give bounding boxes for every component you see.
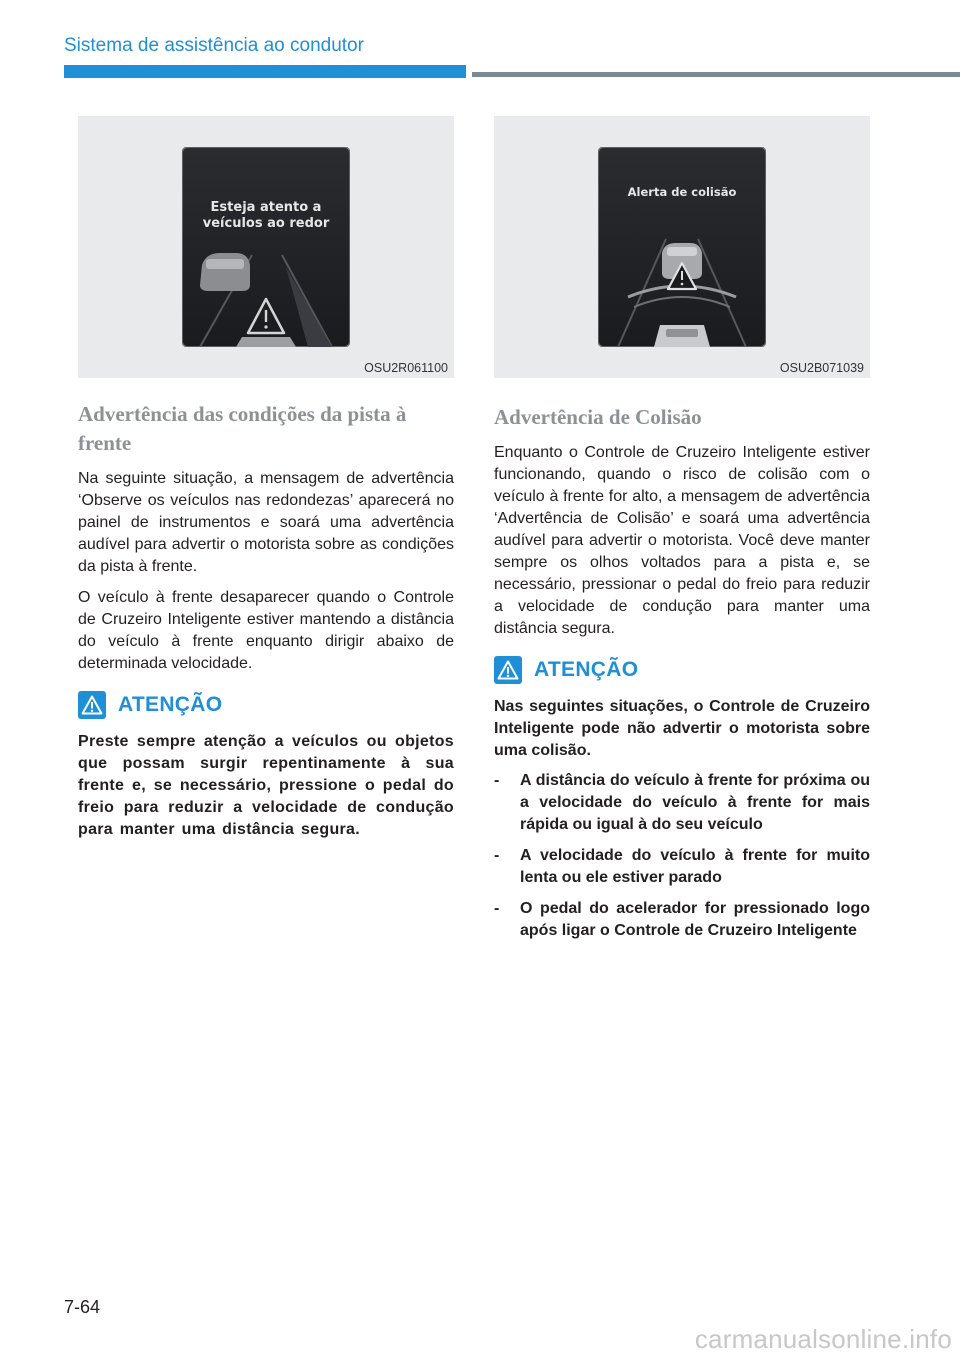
list-item-text: O pedal do acelerador for pressionado logo após ligar o Controle de Cruzeiro Inteligente xyxy=(520,900,870,939)
warning-triangle-icon xyxy=(494,656,522,684)
header-rule xyxy=(472,72,960,77)
left-column xyxy=(78,400,454,849)
list-item-text: A velocidade do veículo à frente for muito lenta ou ele estiver parado xyxy=(520,847,870,886)
warning-intro: Nas seguintes situações, o Controle de Cruzeiro Inteligente pode não advertir o motorista sobre uma colisão. xyxy=(494,698,870,759)
watermark: carmanualsonline.info xyxy=(694,1324,952,1354)
cluster-screen-illustration xyxy=(598,147,766,347)
figure-collision-alert xyxy=(494,116,870,378)
warning-text: Preste sempre atenção a veículos ou objetos que possam surgir repentinamente à sua frente e, se necessário, pressione o pedal do freio para reduzir a velocidade de condução para manter uma distância segura. xyxy=(78,733,454,838)
figure-code: OSU2B071039 xyxy=(779,361,864,375)
screen-message-line1: Esteja atento a xyxy=(210,200,322,215)
list-item xyxy=(494,770,870,836)
warning-triangle-icon xyxy=(78,691,106,719)
figure-code: OSU2R061100 xyxy=(364,361,448,375)
paragraph: Enquanto o Controle de Cruzeiro Inteligente estiver funcionando, quando o risco de colisão com o veículo à frente for alto, a mensagem de advertência ‘Advertência de Colisão’ e soará uma advertência audível para advertir o motorista. Você deve manter sempre os olhos voltados para a pista e, se necessário, pressionar o pedal do freio para reduzir a velocidade de condução para manter uma distância segura. xyxy=(494,444,870,637)
right-column xyxy=(494,403,870,951)
page-number: 7-64 xyxy=(64,1297,101,1317)
list-marker: - xyxy=(494,900,500,917)
warning-title: ATENÇÃO xyxy=(118,693,223,716)
paragraph: O veículo à frente desaparecer quando o Controle de Cruzeiro Inteligente estiver mantendo a distância do veículo à frente enquanto dirigir abaixo de determinada velocidade. xyxy=(78,589,454,672)
section-title: Sistema de assistência ao condutor xyxy=(64,35,364,56)
section-heading: Advertência das condições da pista à frente xyxy=(78,402,407,455)
warning-header xyxy=(494,656,870,684)
warning-title: ATENÇÃO xyxy=(534,658,639,681)
paragraph: Na seguinte situação, a mensagem de advertência ‘Observe os veículos nas redondezas’ aparecerá no painel de instrumentos e soará uma advertência audível para advertir o motorista sobre as condições da pista à frente. xyxy=(78,470,454,575)
section-heading: Advertência de Colisão xyxy=(494,405,702,429)
list-item-text: A distância do veículo à frente for próxima ou a velocidade do veículo à frente for mais rápida ou igual à do seu veículo xyxy=(520,772,870,833)
warning-header xyxy=(78,691,454,719)
list-item xyxy=(494,845,870,889)
list-marker: - xyxy=(494,847,500,864)
warning-list xyxy=(494,770,870,942)
screen-message-line2: veículos ao redor xyxy=(202,216,330,231)
figure-lane-warning xyxy=(78,116,454,378)
list-item xyxy=(494,898,870,942)
screen-message: Alerta de colisão xyxy=(627,185,737,199)
list-marker: - xyxy=(494,772,500,789)
header-accent-bar xyxy=(64,65,466,78)
cluster-screen-illustration xyxy=(182,147,350,347)
car-ahead-icon xyxy=(200,253,250,291)
